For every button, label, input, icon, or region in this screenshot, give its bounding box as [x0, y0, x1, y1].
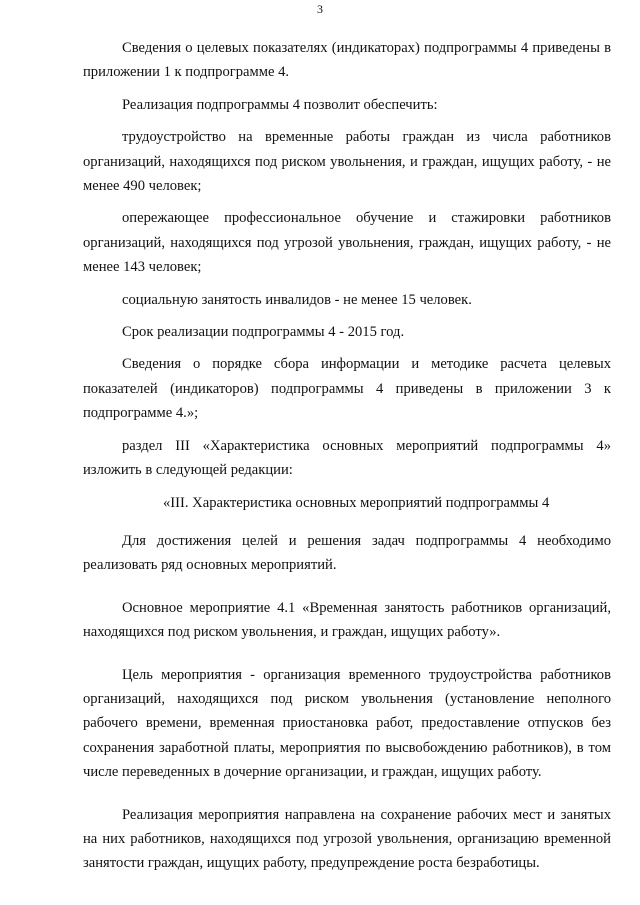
paragraph-temporary-employment: трудоустройство на временные работы граждан из числа работников организаций, находящихся под риском увольнения, и граждан, ищущих работу, - не менее 490 человек;	[83, 129, 611, 195]
page-number: 3	[317, 2, 323, 16]
paragraph-disabled-employment: социальную занятость инвалидов - не менее 15 человек.	[122, 291, 472, 308]
paragraph-implementation-intro: Реализация подпрограммы 4 позволит обеспечить:	[122, 96, 438, 113]
paragraph-implementation-term: Срок реализации подпрограммы 4 - 2015 год.	[122, 324, 405, 341]
paragraph-goals: Для достижения целей и решения задач подпрограммы 4 необходимо реализовать ряд основных мероприятий.	[83, 532, 611, 574]
paragraph-measure-4-1: Основное мероприятие 4.1 «Временная занятость работников организаций, находящихся под риском увольнения, и граждан, ищущих работу».	[83, 599, 611, 641]
paragraph-measure-direction: Реализация мероприятия направлена на сохранение рабочих мест и занятых на них работников, находящихся под угрозой увольнения, организацию временной занятости граждан, ищущих работу, предупреждение роста безработицы.	[83, 806, 611, 872]
paragraph-section-iii-amendment: раздел III «Характеристика основных мероприятий подпрограммы 4» изложить в следующей редакции:	[83, 437, 611, 479]
document-body	[83, 36, 611, 894]
paragraph-training: опережающее профессиональное обучение и стажировки работников организаций, находящихся под угрозой увольнения, граждан, ищущих работу, - не менее 143 человек;	[83, 210, 611, 276]
paragraph-indicators-info: Сведения о целевых показателях (индикаторах) подпрограммы 4 приведены в приложении 1 к подпрограмме 4.	[83, 40, 611, 81]
section-heading: «III. Характеристика основных мероприятий подпрограммы 4	[163, 494, 550, 511]
paragraph-methodology-info: Сведения о порядке сбора информации и методике расчета целевых показателей (индикаторов) подпрограммы 4 приведены в приложении 3 к подпрограмме 4.»;	[83, 356, 611, 422]
paragraph-measure-goal: Цель мероприятия - организация временного трудоустройства работников организаций, находящихся под риском увольнения (установление неполного рабочего времени, временная приостановка работ, предоставление отпусков без сохранения заработной платы, мероприятия по высвобождению работников), в том числе переведенных в дочерние организации, и граждан, ищущих работу.	[83, 666, 611, 781]
